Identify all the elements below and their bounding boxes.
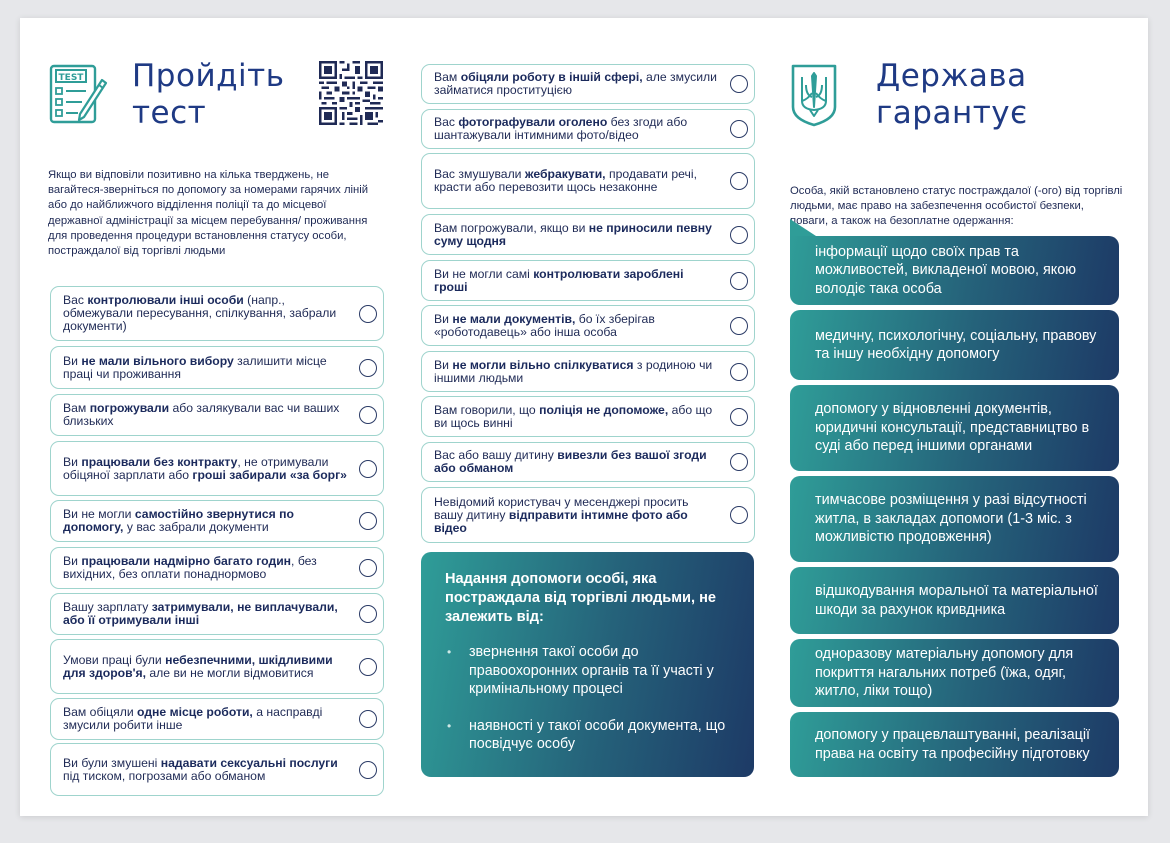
checkbox-circle[interactable]: [359, 359, 377, 377]
checklist-item[interactable]: [421, 305, 755, 346]
help-conditions-box: [421, 552, 754, 777]
right-item: [790, 476, 1119, 562]
checkbox-circle[interactable]: [359, 658, 377, 676]
checklist-item-text: Ви працювали надмірно багато годин, без вихідних, без оплати понаднормово: [63, 554, 317, 581]
checklist-item-text: Ви працювали без контракту, не отримували обіцяної зарплати або гроші забирали «за борг»: [63, 454, 347, 482]
leaflet-page: [20, 18, 1148, 816]
right-item-text: допомогу у відновленні документів, юридичні консультації, представництво в суді або перед іншими органами: [815, 401, 1090, 455]
right-item-text: одноразову матеріальну допомогу для покриття нагальних потреб (їжа, одяг, житло, ліки тощо): [815, 646, 1074, 700]
right-item: [790, 567, 1119, 634]
checkbox-circle[interactable]: [359, 710, 377, 728]
checklist-item[interactable]: [50, 547, 384, 589]
checkbox-circle[interactable]: [730, 272, 748, 290]
checklist-item[interactable]: [421, 351, 755, 392]
state-title-line2: гарантує: [876, 95, 1028, 131]
checklist-item-text: Ви були змушені надавати сексуальні послуги під тиском, погрозами або обманом: [63, 755, 338, 783]
right-item: [790, 712, 1119, 777]
checkbox-circle[interactable]: [730, 120, 748, 138]
checkbox-circle[interactable]: [359, 559, 377, 577]
checklist-item[interactable]: [50, 593, 384, 635]
checklist-item[interactable]: [421, 214, 755, 255]
right-item-text: тимчасове розміщення у разі відсутності житла, в закладах допомоги (1-3 міс. з можливістю продовження): [815, 492, 1087, 546]
checkbox-circle[interactable]: [730, 363, 748, 381]
checkbox-circle[interactable]: [359, 605, 377, 623]
right-item: [790, 310, 1119, 380]
checkbox-circle[interactable]: [359, 512, 377, 530]
checklist-item-text: Ви не могли вільно спілкуватися з родиною чи іншими людьми: [434, 357, 713, 385]
right-item-text: відшкодування моральної та матеріальної шкоди за рахунок кривдника: [815, 583, 1098, 618]
checklist-item[interactable]: [50, 639, 384, 694]
checklist-item[interactable]: [50, 698, 384, 740]
tab-notch: [790, 219, 816, 236]
checklist-item-text: Ви не могли самостійно звернутися по допомогу, у вас забрали документи: [63, 507, 294, 534]
test-column: [48, 58, 384, 783]
state-title-line1: Держава: [876, 58, 1027, 94]
checklist-item[interactable]: [421, 260, 755, 301]
test-title-row: [48, 58, 384, 134]
right-item-text: медичну, психологічну, соціальну, правову та іншу необхідну допомогу: [815, 327, 1097, 362]
checklist-item[interactable]: [421, 442, 755, 482]
right-item: [790, 236, 1119, 305]
right-item: [790, 639, 1119, 707]
checklist-item[interactable]: [50, 441, 384, 496]
checklist-item-text: Ви не мали вільного вибору залишити місце праці чи проживання: [63, 353, 327, 381]
checklist-item-text: Ви не мали документів, бо їх зберігав «роботодавець» або інша особа: [434, 311, 655, 339]
help-condition-item: • наявності у такої особи документа, що посвідчує особу: [445, 717, 732, 754]
right-item-text: інформації щодо своїх прав та можливостей, викладеної мовою, якою володіє така особа: [815, 243, 1077, 297]
checkbox-circle[interactable]: [730, 453, 748, 471]
test-sheet-icon: [48, 63, 110, 125]
checklist-item-text: Вам погрожували або залякували вас чи ваших близьких: [63, 401, 340, 428]
checklist-item-text: Невідомий користувач у месенджері просить вашу дитину відправити інтимне фото або відео: [434, 494, 689, 535]
checklist-item[interactable]: [50, 346, 384, 389]
checkbox-circle[interactable]: [730, 408, 748, 426]
checkbox-circle[interactable]: [730, 172, 748, 190]
checkbox-circle[interactable]: [359, 460, 377, 478]
state-guarantees-intro: Особа, якій встановлено статус постраждалої (-ого) від торгівлі людьми, має право на забезпечення особистої безпеки, поваги, а також на безоплатне одержання:: [790, 185, 1123, 228]
checkbox-circle[interactable]: [359, 305, 377, 323]
trident-emblem-icon: [790, 63, 838, 127]
checklist-item-text: Вам обіцяли роботу в іншій сфері, але змусили займатися проституцією: [434, 70, 717, 97]
test-icon-label: TEST: [58, 73, 84, 83]
checklist-item-text: Умови праці були небезпечними, шкідливими для здоров'я, але ви не могли відмовитися: [63, 652, 333, 680]
help-conditions-list: [445, 643, 732, 754]
checklist-item-text: Ви не могли самі контролювати зароблені гроші: [434, 266, 684, 294]
checkbox-circle[interactable]: [730, 317, 748, 335]
checkbox-circle[interactable]: [730, 506, 748, 524]
test-intro: Якщо ви відповіли позитивно на кілька тверджень, не вагайтеся-зверніться по допомогу за номерами гарячих ліній або до найближчого відділення поліції та до місцевої державної адміністрації за місцем перебування/ проживання для проведення процедури встановлення статусу особи, постраждалої від торгівлі людьми: [48, 169, 369, 258]
checklist-item-text: Вас фотографували оголено без згоди або шантажували інтимними фото/відео: [434, 115, 688, 142]
checkbox-circle[interactable]: [359, 761, 377, 779]
checklist-item[interactable]: [50, 394, 384, 436]
checklist-item[interactable]: [50, 286, 384, 341]
help-condition-item: • звернення такої особи до правоохоронних органів та її участі у кримінальному процесі: [445, 643, 732, 699]
checklist-item[interactable]: [421, 64, 755, 104]
checklist-item-text: Вас або вашу дитину вивезли без вашої згоди або обманом: [434, 448, 707, 475]
checklist-item[interactable]: [421, 487, 755, 543]
checkbox-circle[interactable]: [730, 75, 748, 93]
checklist-item[interactable]: [50, 743, 384, 796]
help-conditions-title: Надання допомоги особі, яка постраждала від торгівлі людьми, не залежить від:: [445, 571, 717, 625]
qr-code-icon[interactable]: [319, 61, 383, 125]
checklist-item-text: Вам говорили, що поліція не допоможе, або що ви щось винні: [434, 402, 713, 430]
checklist-item-text: Вам обіцяли одне місце роботи, а насправді змусили робити інше: [63, 705, 323, 732]
checklist-item[interactable]: [421, 396, 755, 437]
checklist-item[interactable]: [421, 109, 755, 149]
checklist-item-text: Вас контролювали інші особи (напр., обмежували пересування, спілкування, забрали документи): [63, 293, 337, 333]
checklist-item-text: Вам погрожували, якщо ви не приносили певну суму щодня: [434, 220, 712, 248]
checklist-item-text: Вашу зарплату затримували, не виплачували, або її отримували інші: [63, 600, 338, 627]
checklist-item[interactable]: [50, 500, 384, 542]
checkbox-circle[interactable]: [730, 226, 748, 244]
test-title-line2: тест: [132, 95, 207, 131]
checklist-item-text: Вас змушували жебракувати, продавати речі, красти або перевозити щось незаконне: [434, 167, 697, 194]
checklist-item[interactable]: [421, 153, 755, 209]
state-guarantees-title: [876, 58, 1028, 132]
test-title: [132, 58, 284, 132]
right-item-text: допомогу у працевлаштуванні, реалізації права на освіту та професійну підготовку: [815, 727, 1091, 762]
checkbox-circle[interactable]: [359, 406, 377, 424]
right-item: [790, 385, 1119, 471]
test-title-line1: Пройдіть: [132, 58, 285, 94]
